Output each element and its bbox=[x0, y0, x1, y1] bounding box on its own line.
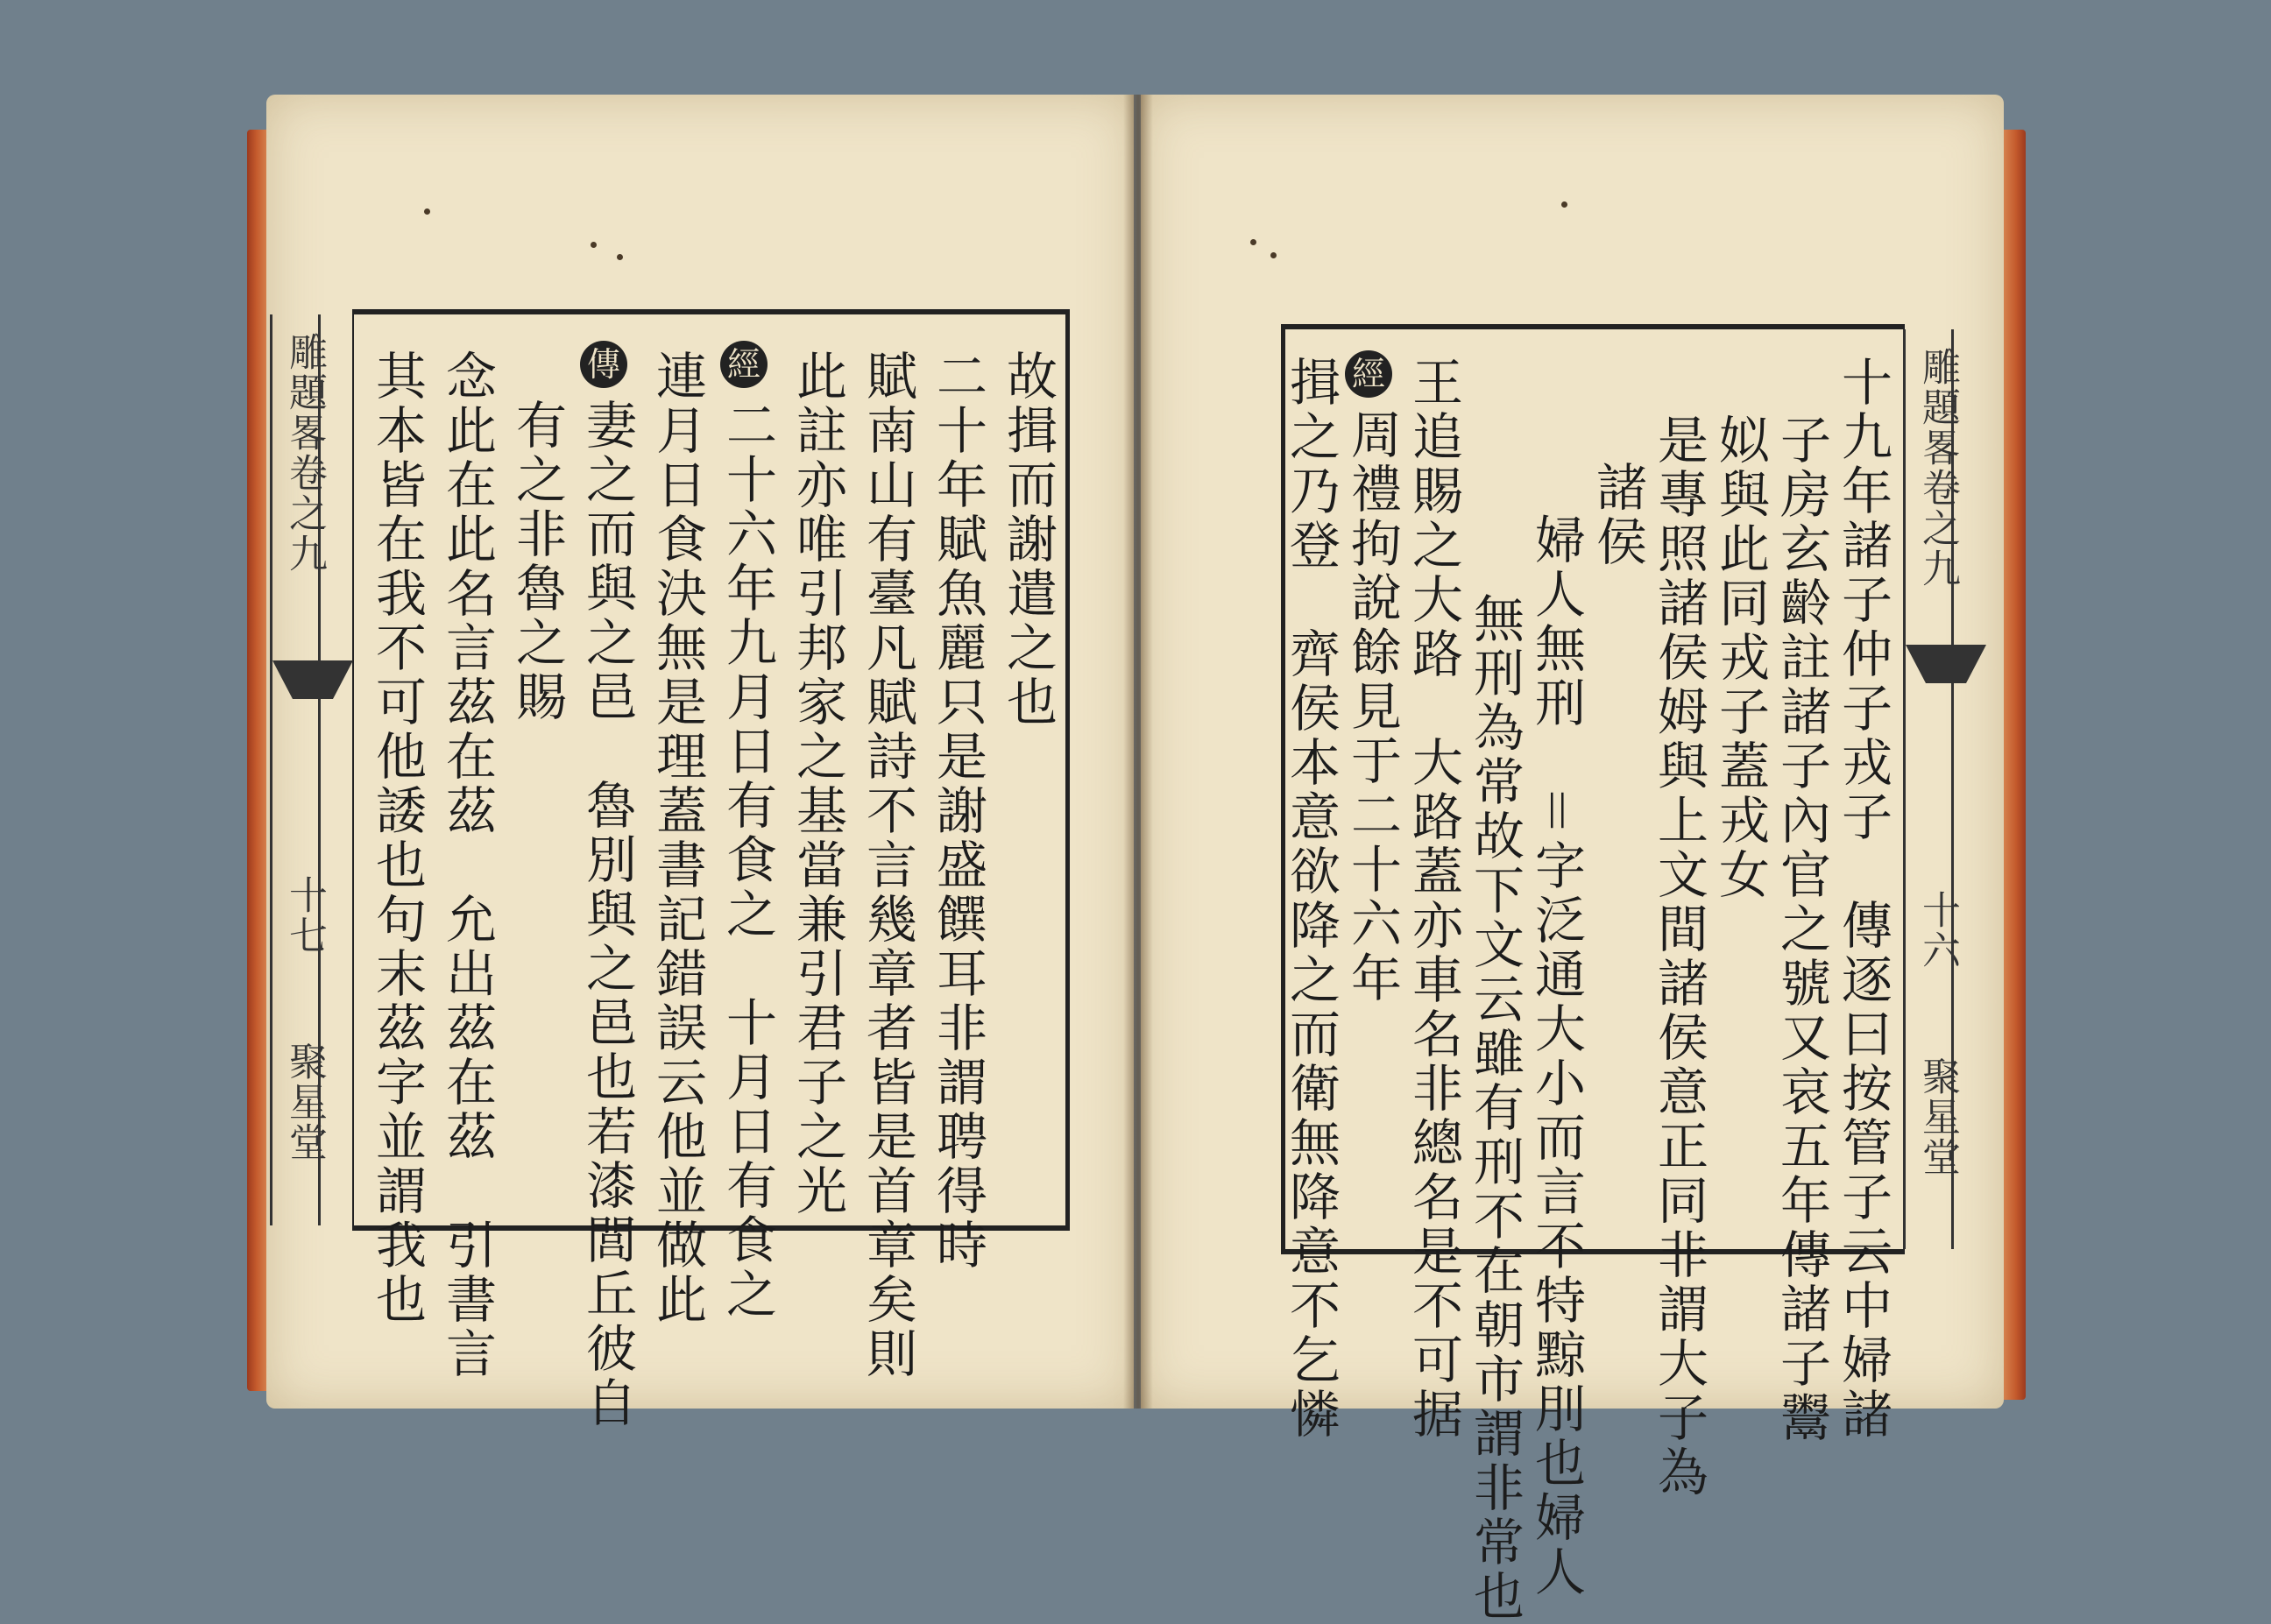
right-block-center bbox=[1903, 329, 1960, 1249]
text-column: 賦南山有臺凡賦詩不言幾章者皆是首章矣則 bbox=[858, 350, 917, 1381]
book-gutter bbox=[1123, 95, 1153, 1409]
fish-tail-mark bbox=[1906, 645, 1986, 683]
zhuan-mark-icon: 傳 bbox=[580, 341, 627, 388]
text-column: 子房玄齡註諸子內官之號又哀五年傳諸子鬻 bbox=[1772, 413, 1831, 1445]
text-column: 連月日食決無是理蓋書記錯誤云他並做此 bbox=[647, 350, 707, 1327]
stitch-hole bbox=[1270, 252, 1277, 258]
stitch-hole bbox=[591, 242, 597, 248]
right-page bbox=[1141, 95, 2004, 1624]
right-margin-title: 雕題畧卷之九 bbox=[1915, 347, 1960, 589]
left-margin-title: 雕題畧卷之九 bbox=[282, 332, 327, 574]
stitch-hole bbox=[1561, 201, 1567, 208]
text-column: 二十年賦魚麗只是謝盛饌耳非謂聘得時 bbox=[928, 350, 987, 1273]
text-column: 二十六年九月日有食之 十月日有食之 bbox=[718, 399, 777, 1322]
left-page bbox=[266, 95, 1134, 1430]
left-folio: 十七 bbox=[282, 875, 327, 956]
text-column: 無刑為常故下文云雖有刑不在朝市謂非常也 bbox=[1465, 592, 1525, 1624]
zhuan-marker bbox=[580, 341, 627, 393]
text-column: 諸侯 bbox=[1588, 461, 1647, 569]
right-folio: 十六 bbox=[1915, 890, 1960, 971]
text-column: 姒與此同戎子蓋戎女 bbox=[1710, 413, 1770, 902]
right-publisher: 聚星堂 bbox=[1915, 1056, 1960, 1177]
text-column: 此註亦唯引邦家之基當兼引君子之光 bbox=[788, 350, 847, 1218]
text-column: 妻之而與之邑 魯別與之邑也若漆閭丘彼自 bbox=[577, 399, 637, 1430]
text-column: 十九年諸子仲子戎子 傳逐曰按管子云中婦諸 bbox=[1833, 356, 1892, 1442]
text-column: 故揖而謝遣之也 bbox=[998, 350, 1058, 730]
text-column: 念此在此名言茲在茲 允出茲在茲 引書言 bbox=[437, 350, 497, 1381]
right-fore-edge bbox=[2001, 130, 2026, 1400]
text-column: 揖之乃登 齊侯本意欲降之而衛無降意不乞憐 bbox=[1281, 356, 1341, 1442]
text-column: 其本皆在我不可他諉也句末茲字並謂我也 bbox=[367, 350, 427, 1327]
stitch-hole bbox=[1250, 239, 1256, 245]
left-block-center bbox=[270, 314, 327, 1225]
text-column: 是專照諸侯姆與上文間諸侯意正同非謂大子為 bbox=[1649, 413, 1709, 1500]
jing-mark-icon: 經 bbox=[720, 341, 768, 388]
fish-tail-mark bbox=[272, 660, 353, 699]
left-text-frame bbox=[282, 309, 1070, 1430]
text-column: 王追賜之大路 大路蓋亦車名非總名是不可据 bbox=[1404, 356, 1463, 1442]
text-column: 周禮拘說餘見于二十六年 bbox=[1342, 408, 1402, 1006]
jing-marker bbox=[720, 341, 768, 393]
jing-mark-icon: 經 bbox=[1345, 350, 1392, 398]
stitch-hole bbox=[617, 254, 623, 260]
text-column: 婦人無刑 ＝字泛通大小而言不特黥刖也婦人 bbox=[1526, 513, 1586, 1600]
stitch-hole bbox=[424, 208, 430, 215]
open-book bbox=[247, 95, 2026, 1624]
left-publisher: 聚星堂 bbox=[282, 1041, 327, 1162]
text-column: 有之非魯之賜 bbox=[507, 399, 567, 724]
right-text-frame bbox=[1281, 324, 1960, 1624]
jing-marker bbox=[1345, 350, 1392, 403]
